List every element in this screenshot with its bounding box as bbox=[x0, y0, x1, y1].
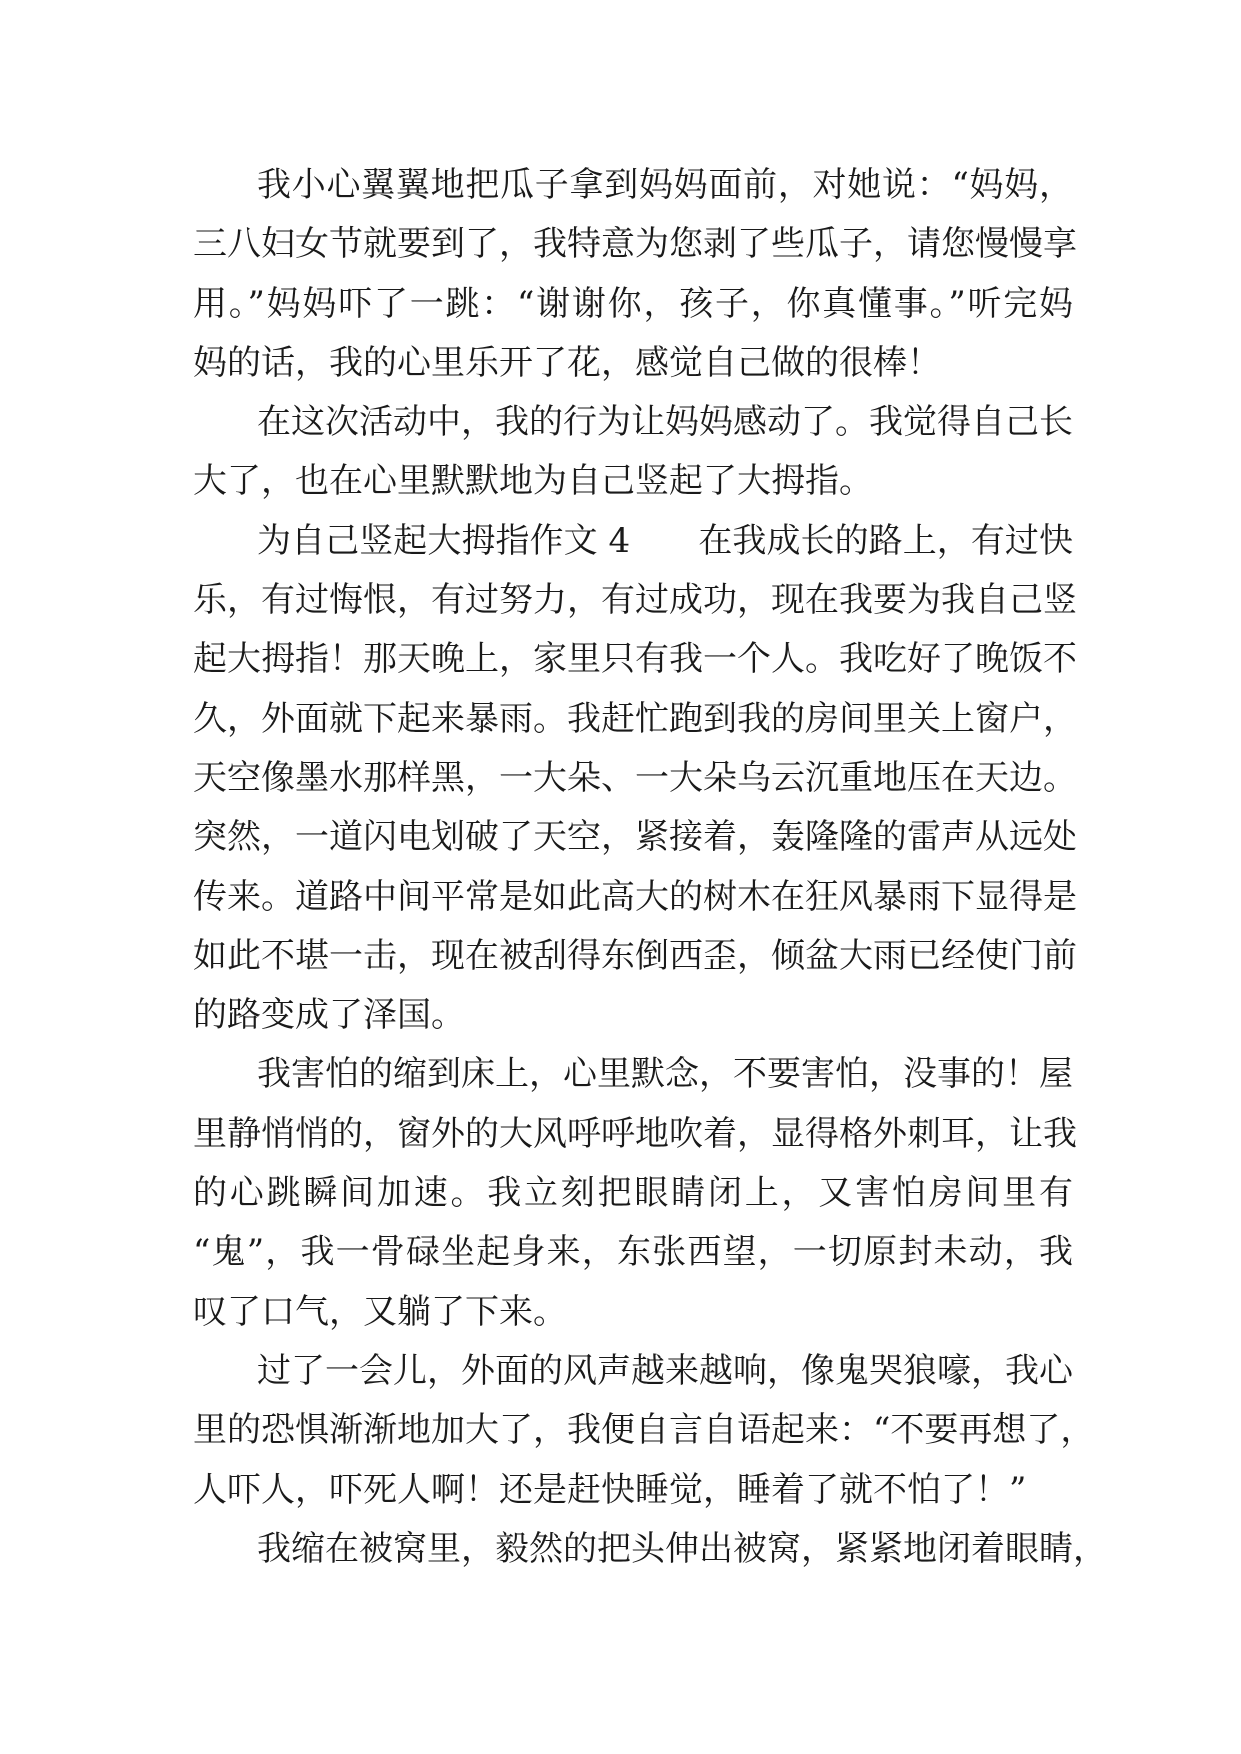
text-line: 用。”妈妈吓了一跳：“谢谢你，孩子，你真懂事。”听完妈 bbox=[193, 283, 1073, 324]
text-line: 大了，也在心里默默地为自己竖起了大拇指。 bbox=[193, 461, 873, 502]
text-line: “鬼”，我一骨碌坐起身来，东张西望，一切原封未动，我 bbox=[193, 1232, 1073, 1273]
text-line: 叹了口气，又躺了下来。 bbox=[193, 1291, 567, 1332]
essay-text bbox=[193, 156, 1107, 1579]
text-line: 妈的话，我的心里乐开了花，感觉自己做的很棒！ bbox=[193, 342, 941, 383]
text-line: 天空像墨水那样黑，一大朵、一大朵乌云沉重地压在天边。 bbox=[193, 757, 1077, 798]
text-line: 我小心翼翼地把瓜子拿到妈妈面前，对她说：“妈妈， bbox=[257, 165, 1073, 205]
text-line: 人吓人，吓死人啊！还是赶快睡觉，睡着了就不怕了！” bbox=[193, 1469, 1027, 1510]
text-line: 乐，有过悔恨，有过努力，有过成功，现在我要为我自己竖 bbox=[193, 580, 1077, 621]
text-line: 突然，一道闪电划破了天空，紧接着，轰隆隆的雷声从远处 bbox=[193, 817, 1077, 858]
text-line: 的路变成了泽国。 bbox=[193, 995, 465, 1036]
text-line: 久，外面就下起来暴雨。我赶忙跑到我的房间里关上窗户， bbox=[193, 698, 1077, 739]
text-line: 过了一会儿，外面的风声越来越响，像鬼哭狼嚎，我心 bbox=[257, 1350, 1073, 1391]
text-line: 里的恐惧渐渐地加大了，我便自言自语起来：“不要再想了， bbox=[193, 1410, 1095, 1451]
text-line: 三八妇女节就要到了，我特意为您剥了些瓜子，请您慢慢享 bbox=[193, 224, 1077, 265]
text-line: 里静悄悄的，窗外的大风呼呼地吹着，显得格外刺耳，让我 bbox=[193, 1113, 1077, 1154]
text-line: 为自己竖起大拇指作文 4 在我成长的路上，有过快 bbox=[257, 520, 1073, 561]
text-line: 如此不堪一击，现在被刮得东倒西歪，倾盆大雨已经使门前 bbox=[193, 935, 1077, 976]
text-line: 起大拇指！那天晚上，家里只有我一个人。我吃好了晚饭不 bbox=[193, 639, 1077, 680]
text-line: 传来。道路中间平常是如此高大的树木在狂风暴雨下显得是 bbox=[193, 876, 1077, 917]
text-line: 在这次活动中，我的行为让妈妈感动了。我觉得自己长 bbox=[257, 402, 1073, 443]
text-line: 我害怕的缩到床上，心里默念，不要害怕，没事的！屋 bbox=[257, 1054, 1073, 1095]
text-line: 我缩在被窝里，毅然的把头伸出被窝，紧紧地闭着眼睛， bbox=[257, 1528, 1107, 1569]
text-line: 的心跳瞬间加速。我立刻把眼睛闭上，又害怕房间里有 bbox=[193, 1173, 1073, 1214]
